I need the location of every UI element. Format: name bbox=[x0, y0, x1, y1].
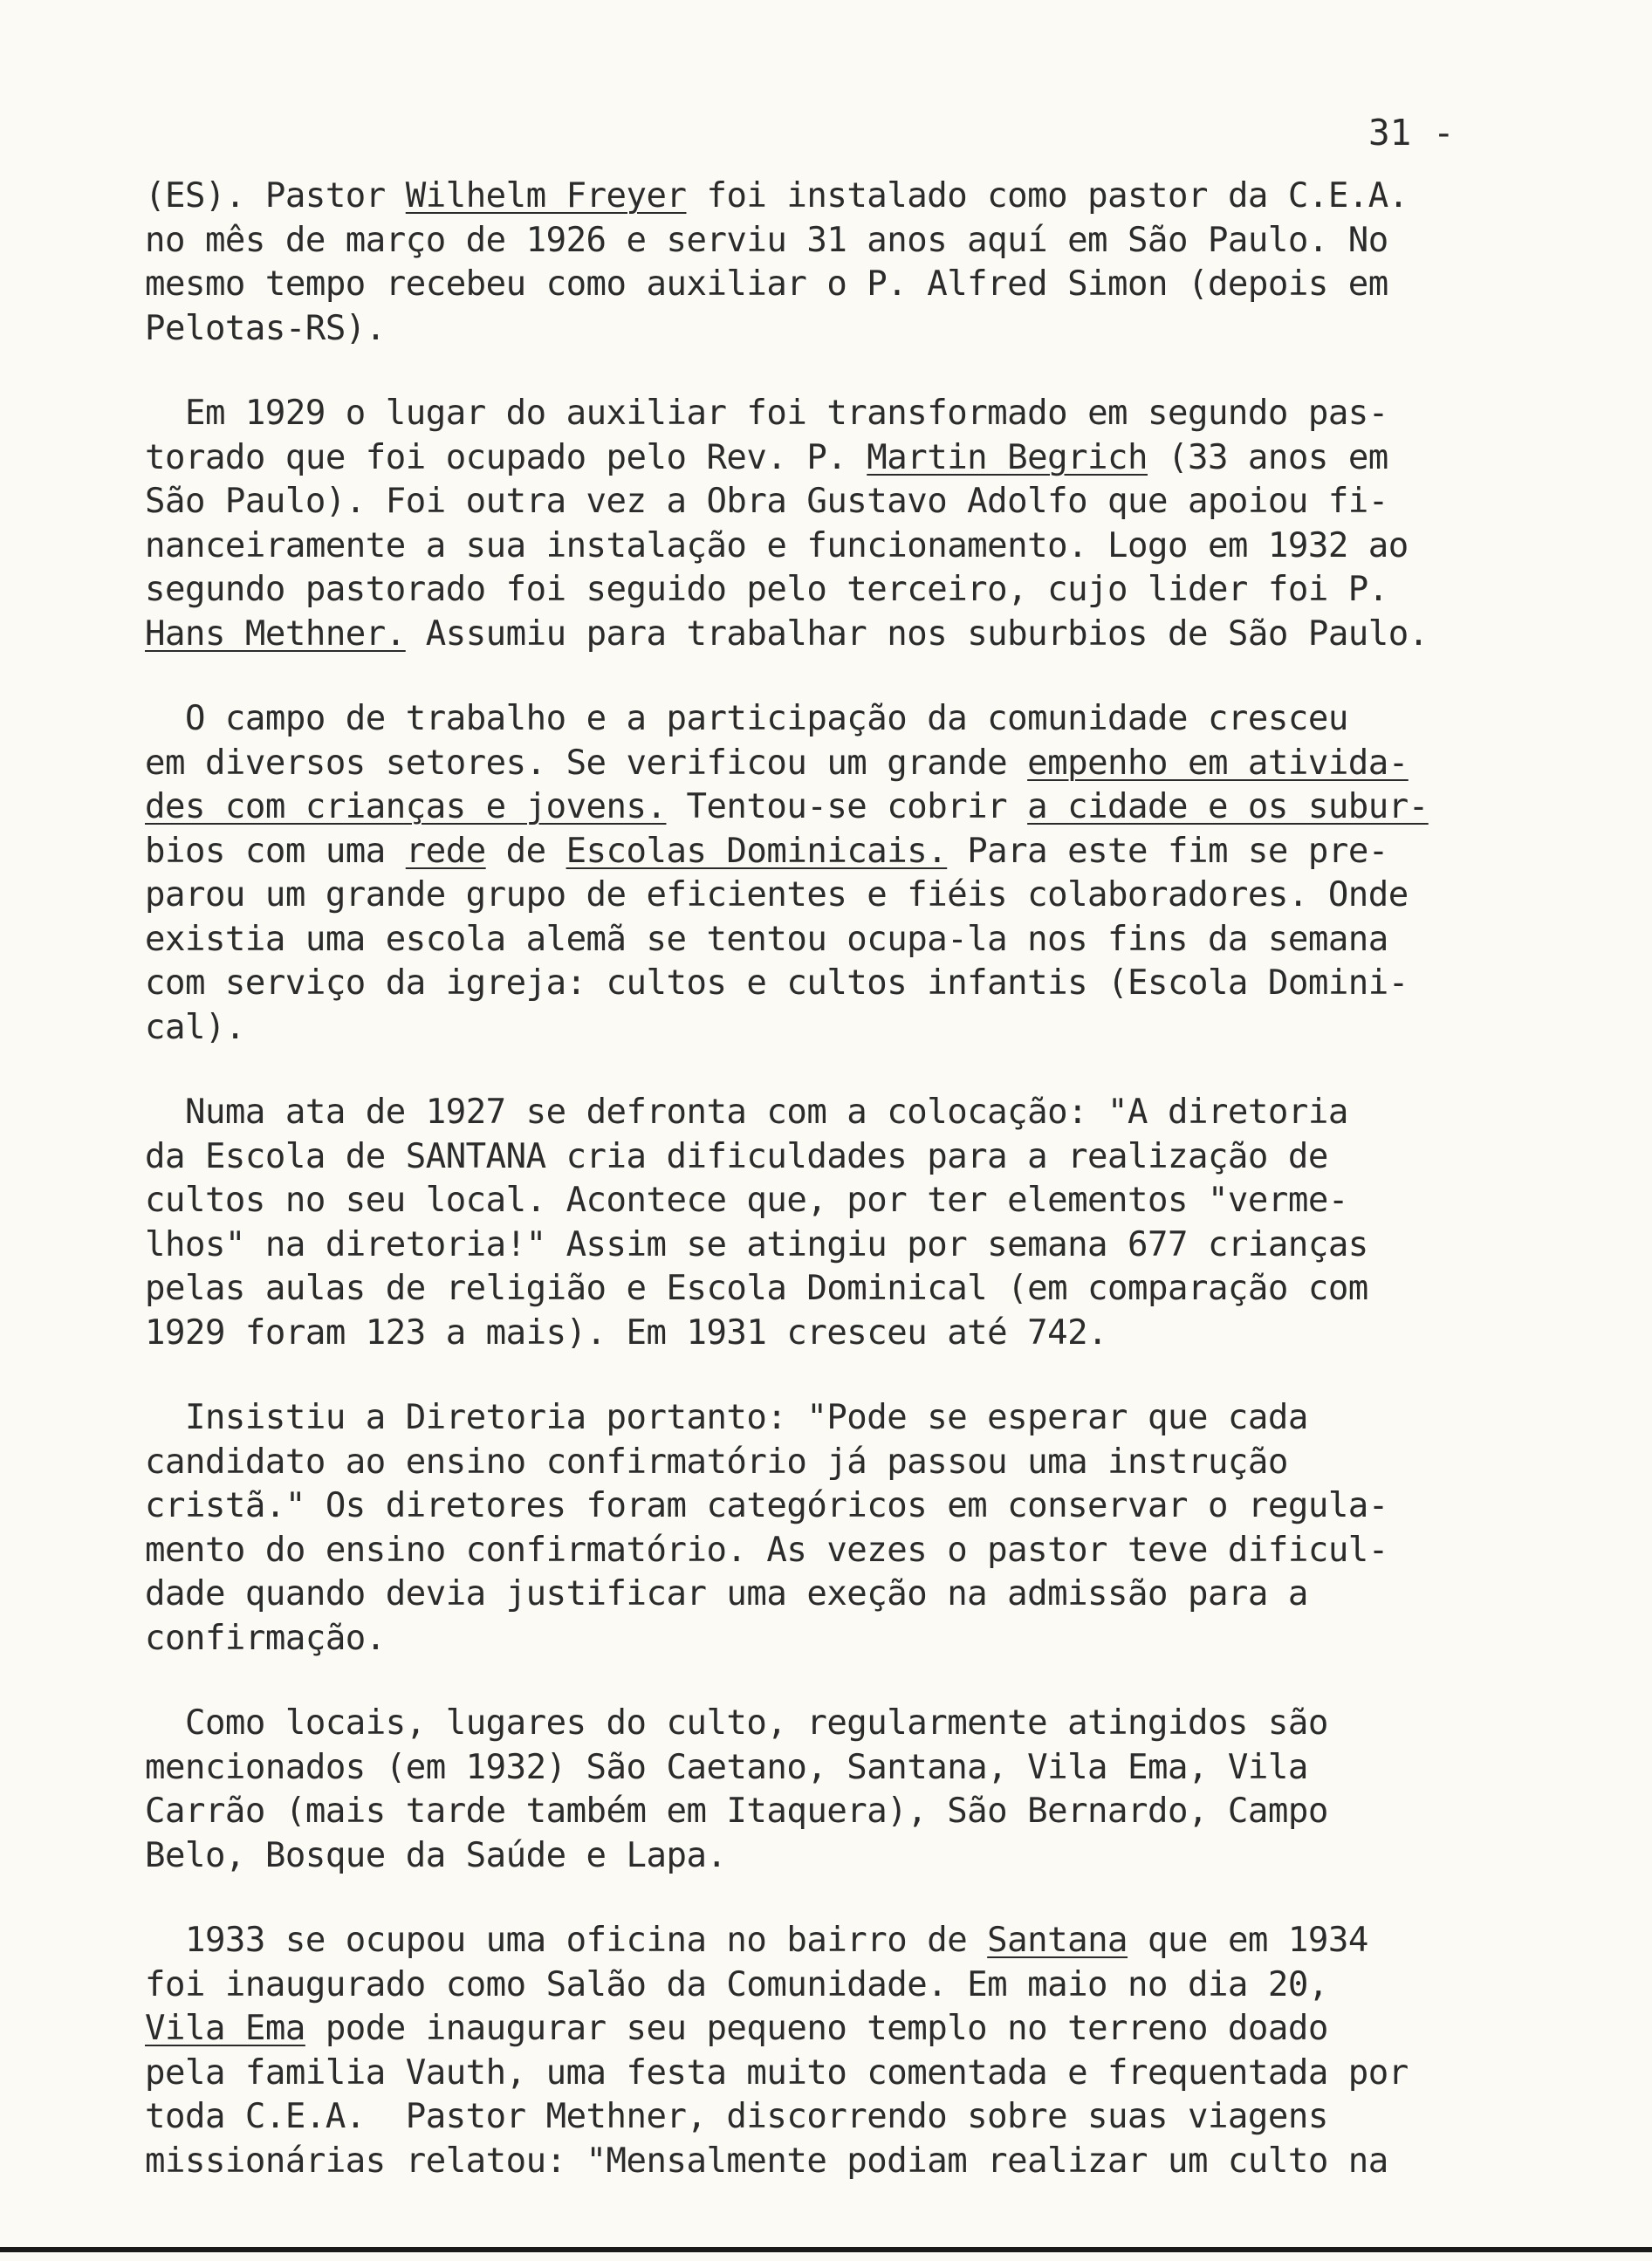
text-line bbox=[145, 613, 1541, 657]
text-segment: Tentou-se cobrir bbox=[666, 787, 1028, 826]
paragraph bbox=[145, 1091, 1541, 1355]
text-segment: Belo, Bosque da Saúde e Lapa. bbox=[145, 1835, 727, 1875]
text-line bbox=[145, 1267, 1541, 1312]
underlined-text: empenho em ativida- bbox=[1027, 743, 1409, 783]
text-line bbox=[145, 962, 1541, 1006]
text-segment: Em 1929 o lugar do auxiliar foi transformado em segundo pas- bbox=[184, 394, 1388, 433]
text-line bbox=[145, 1484, 1541, 1529]
text-segment: Insistiu a Diretoria portanto: "Pode se esperar que cada bbox=[184, 1398, 1308, 1437]
text-line bbox=[145, 1834, 1541, 1879]
paragraph bbox=[145, 697, 1541, 1050]
text-segment: da Escola de SANTANA cria dificuldades para a realização de bbox=[145, 1136, 1328, 1176]
text-segment: Carrão (mais tarde também em Itaquera), São Bernardo, Campo bbox=[145, 1792, 1328, 1831]
text-line bbox=[145, 1006, 1541, 1051]
text-segment: 1929 foram 123 a mais). Em 1931 cresceu até 742. bbox=[145, 1312, 1108, 1353]
paragraph bbox=[145, 1396, 1541, 1661]
underlined-text: Escolas Dominicais. bbox=[566, 831, 948, 871]
text-segment: segundo pastorado foi seguido pelo terceiro, cujo lider foi P. bbox=[145, 570, 1388, 609]
text-line bbox=[145, 1179, 1541, 1223]
text-line bbox=[145, 2052, 1541, 2096]
text-line bbox=[145, 1919, 1541, 1963]
text-line bbox=[145, 1963, 1541, 2008]
text-line bbox=[145, 742, 1541, 786]
text-segment: bios com uma bbox=[145, 831, 406, 871]
text-segment: (ES). Pastor bbox=[145, 176, 406, 216]
text-segment: toda C.E.A. Pastor Methner, discorrendo sobre suas viagens bbox=[145, 2097, 1328, 2136]
paragraph bbox=[145, 1919, 1541, 2183]
text-line bbox=[145, 874, 1541, 918]
text-line bbox=[145, 1617, 1541, 1661]
text-segment: Pelotas-RS). bbox=[145, 308, 386, 348]
text-line bbox=[145, 1091, 1541, 1135]
text-line bbox=[145, 2007, 1541, 2052]
underlined-text: des com crianças e jovens. bbox=[145, 787, 667, 826]
text-line bbox=[145, 1441, 1541, 1485]
text-line bbox=[145, 2095, 1541, 2140]
text-line bbox=[145, 1702, 1541, 1746]
paragraph bbox=[145, 175, 1541, 351]
scan-edge-rule bbox=[0, 2247, 1652, 2252]
text-line bbox=[145, 1746, 1541, 1791]
text-segment: existia uma escola alemã se tentou ocupa-la nos fins da semana bbox=[145, 919, 1388, 959]
text-line bbox=[145, 1135, 1541, 1180]
text-line bbox=[145, 2140, 1541, 2184]
text-line bbox=[145, 219, 1541, 264]
text-line bbox=[145, 1529, 1541, 1573]
paragraph bbox=[145, 392, 1541, 656]
text-line bbox=[145, 1790, 1541, 1834]
text-line bbox=[145, 568, 1541, 613]
text-segment: missionárias relatou: "Mensalmente podiam realizar um culto na bbox=[145, 2141, 1388, 2181]
text-segment: São Paulo). Foi outra vez a Obra Gustavo Adolfo que apoiou fi- bbox=[145, 482, 1388, 521]
text-segment: foi inaugurado como Salão da Comunidade. Em maio no dia 20, bbox=[145, 1964, 1328, 2004]
text-segment: lhos" na diretoria!" Assim se atingiu por semana 677 crianças bbox=[145, 1224, 1368, 1264]
text-segment: Assumiu para trabalhar nos suburbios de São Paulo. bbox=[405, 613, 1429, 654]
paragraph bbox=[145, 1702, 1541, 1878]
text-segment: que em 1934 bbox=[1128, 1921, 1368, 1960]
text-segment: pode inaugurar seu pequeno templo no terreno doado bbox=[305, 2009, 1328, 2048]
text-segment: (33 anos em bbox=[1148, 437, 1388, 477]
text-segment: nanceiramente a sua instalação e funcionamento. Logo em 1932 ao bbox=[145, 525, 1409, 565]
text-segment: mesmo tempo recebeu como auxiliar o P. Alfred Simon (depois em bbox=[145, 264, 1388, 304]
text-line bbox=[145, 436, 1541, 481]
underlined-text: Martin Begrich bbox=[867, 437, 1148, 477]
text-line bbox=[145, 1312, 1541, 1356]
text-line bbox=[145, 1396, 1541, 1441]
text-segment: Numa ata de 1927 se defronta com a colocação: "A diretoria bbox=[184, 1093, 1348, 1132]
text-segment: mencionados (em 1932) São Caetano, Santana, Vila Ema, Vila bbox=[145, 1747, 1308, 1787]
underlined-text: Vila Ema bbox=[145, 2009, 305, 2048]
text-segment: cal). bbox=[145, 1007, 245, 1047]
page-number: 31 - bbox=[1368, 112, 1455, 154]
text-line bbox=[145, 697, 1541, 742]
text-segment: confirmação. bbox=[145, 1618, 386, 1658]
text-segment: com serviço da igreja: cultos e cultos infantis (Escola Domini- bbox=[145, 963, 1409, 1003]
underlined-text: a cidade e os subur- bbox=[1027, 787, 1429, 826]
text-segment: foi instalado como pastor da C.E.A. bbox=[686, 176, 1409, 216]
text-segment: em diversos setores. Se verificou um grande bbox=[145, 743, 1028, 783]
text-segment: Para este fim se pre- bbox=[947, 831, 1388, 871]
text-segment: dade quando devia justificar uma exeção na admissão para a bbox=[145, 1574, 1308, 1614]
text-segment: no mês de março de 1926 e serviu 31 anos aquí em São Paulo. No bbox=[145, 220, 1388, 260]
body-text bbox=[145, 175, 1541, 2224]
text-segment: candidato ao ensino confirmatório já passou uma instrução bbox=[145, 1442, 1288, 1482]
text-line bbox=[145, 918, 1541, 963]
text-segment: torado que foi ocupado pelo Rev. P. bbox=[145, 437, 867, 477]
text-segment: parou um grande grupo de eficientes e fiéis colaboradores. Onde bbox=[145, 875, 1409, 915]
text-line bbox=[145, 392, 1541, 436]
text-line bbox=[145, 307, 1541, 352]
text-line bbox=[145, 785, 1541, 830]
text-segment: pelas aulas de religião e Escola Dominical (em comparação com bbox=[145, 1269, 1368, 1308]
underlined-text: Santana bbox=[987, 1921, 1128, 1960]
text-line bbox=[145, 175, 1541, 219]
text-segment: cultos no seu local. Acontece que, por ter elementos "verme- bbox=[145, 1181, 1348, 1220]
text-segment: 1933 se ocupou uma oficina no bairro de bbox=[184, 1921, 988, 1960]
text-segment: Como locais, lugares do culto, regularmente atingidos são bbox=[184, 1703, 1328, 1743]
text-segment: cristã." Os diretores foram categóricos em conservar o regula- bbox=[145, 1486, 1388, 1525]
text-segment: mento do ensino confirmatório. As vezes o pastor teve dificul- bbox=[145, 1530, 1388, 1570]
text-line bbox=[145, 1223, 1541, 1268]
underlined-text: Hans Methner. bbox=[145, 613, 406, 654]
text-line bbox=[145, 524, 1541, 569]
text-segment: O campo de trabalho e a participação da comunidade cresceu bbox=[184, 699, 1348, 738]
text-line bbox=[145, 830, 1541, 874]
text-line bbox=[145, 480, 1541, 524]
underlined-text: Wilhelm Freyer bbox=[405, 176, 687, 216]
text-line bbox=[145, 263, 1541, 307]
text-line bbox=[145, 1572, 1541, 1617]
underlined-text: rede bbox=[405, 831, 486, 871]
text-segment: de bbox=[485, 831, 566, 871]
text-segment: pela familia Vauth, uma festa muito comentada e frequentada por bbox=[145, 2052, 1409, 2093]
